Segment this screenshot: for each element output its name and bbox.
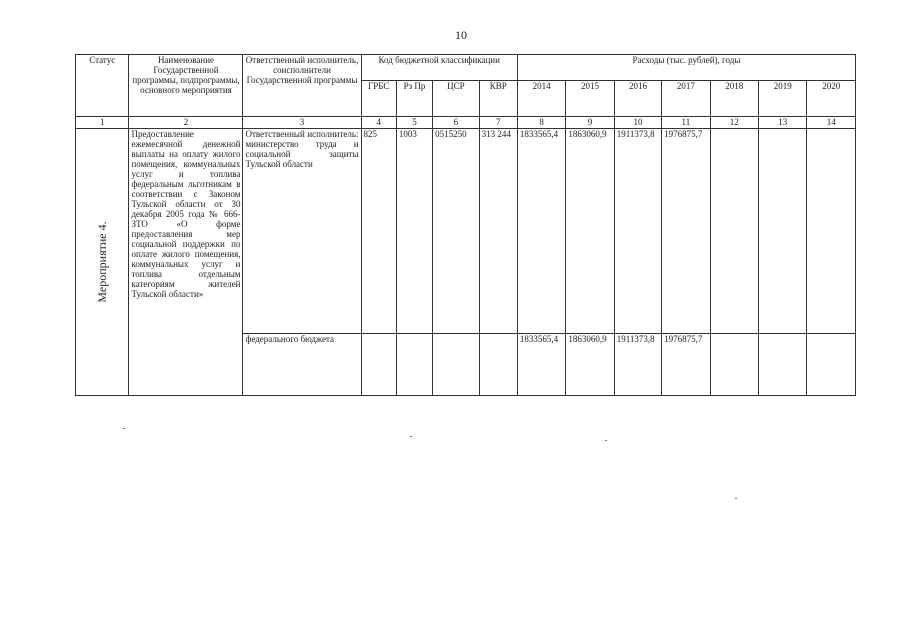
value-2020 <box>807 129 856 334</box>
value-2019 <box>759 129 807 334</box>
header-grbs: ГРБС <box>361 81 396 117</box>
code-csr: 0515250 <box>433 129 479 334</box>
header-year: 2014 <box>517 81 565 117</box>
executor-main: Ответственный исполнитель: министерство труда и социальной защиты Тульской области <box>243 129 361 334</box>
col-number: 10 <box>614 117 661 129</box>
scan-speck <box>123 428 125 429</box>
header-year: 2019 <box>759 81 807 117</box>
header-csr: ЦСР <box>433 81 479 117</box>
header-year: 2017 <box>662 81 710 117</box>
col-number: 2 <box>129 117 243 129</box>
value-2014: 1833565,4 <box>517 334 565 396</box>
header-budget-code: Код бюджетной классификации <box>361 55 517 81</box>
status-label: Мероприятие 4. <box>95 221 110 303</box>
col-number: 7 <box>479 117 517 129</box>
value-2017: 1976875,7 <box>662 334 710 396</box>
value-2016: 1911373,8 <box>614 129 661 334</box>
code-grbs: 825 <box>361 129 396 334</box>
header-executor: Ответственный исполнитель, соисполнители Государственной программы <box>243 55 361 117</box>
executor-federal: федерального бюджета <box>243 334 361 396</box>
header-year: 2016 <box>614 81 661 117</box>
header-name: Наименование Государственной программы, подпрограммы, основного мероприятия <box>129 55 243 117</box>
col-number: 13 <box>759 117 807 129</box>
value-2019 <box>759 334 807 396</box>
code-csr-empty <box>433 334 479 396</box>
scan-speck <box>735 498 737 499</box>
col-number: 3 <box>243 117 361 129</box>
code-grbs-empty <box>361 334 396 396</box>
col-number: 12 <box>710 117 758 129</box>
status-cell <box>76 129 129 396</box>
value-2018 <box>710 129 758 334</box>
value-2014: 1833565,4 <box>517 129 565 334</box>
measure-name: Предоставление ежемесячной денежной выплаты на оплату жилого помещения, коммунальных услуг и топлива федеральным льготникам в соответствии с Законом Тульской области от 30 декабря 2005 года № 666-ЗТО «О форме предоставления мер социальной поддержки по оплате жилого помещения, коммунальных услуг и топлива отдельным категориям жителей Тульской области» <box>129 129 243 396</box>
value-2018 <box>710 334 758 396</box>
header-status: Статус <box>76 55 129 117</box>
value-2015: 1863060,9 <box>566 129 614 334</box>
value-2017: 1976875,7 <box>662 129 710 334</box>
col-number: 4 <box>361 117 396 129</box>
header-rzpr: Рз Пр <box>396 81 432 117</box>
value-2015: 1863060,9 <box>566 334 614 396</box>
header-year: 2020 <box>807 81 856 117</box>
code-kvr-empty <box>479 334 517 396</box>
col-number: 6 <box>433 117 479 129</box>
col-number: 11 <box>662 117 710 129</box>
col-number: 1 <box>76 117 129 129</box>
page-number: 10 <box>455 28 467 42</box>
header-year: 2018 <box>710 81 758 117</box>
budget-table <box>75 54 856 396</box>
code-kvr: 313 244 <box>479 129 517 334</box>
value-2020 <box>807 334 856 396</box>
col-number: 9 <box>566 117 614 129</box>
scan-speck <box>605 440 607 441</box>
code-rzpr-empty <box>396 334 432 396</box>
header-year: 2015 <box>566 81 614 117</box>
value-2016: 1911373,8 <box>614 334 661 396</box>
col-number: 5 <box>396 117 432 129</box>
header-expenses: Расходы (тыс. рублей), годы <box>517 55 855 81</box>
col-number: 14 <box>807 117 856 129</box>
code-rzpr: 1003 <box>396 129 432 334</box>
header-kvr: КВР <box>479 81 517 117</box>
scan-speck <box>410 436 412 437</box>
col-number: 8 <box>517 117 565 129</box>
